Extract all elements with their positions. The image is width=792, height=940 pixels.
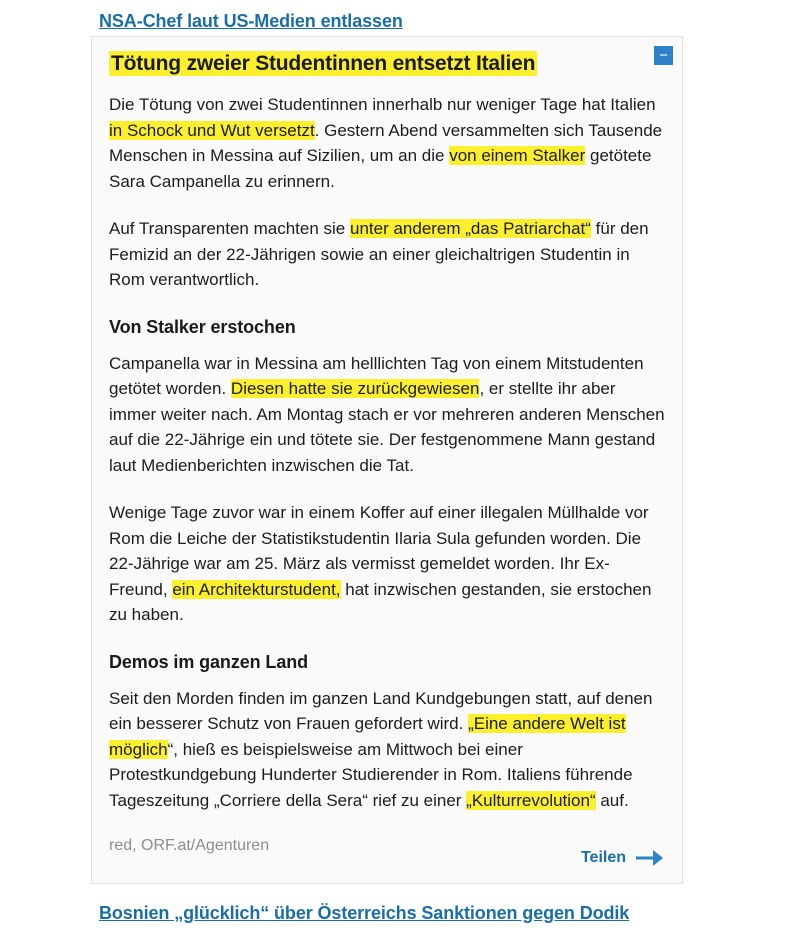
headline-link-below[interactable]: Bosnien „glücklich“ über Österreichs Sanktionen gegen Dodik <box>99 903 630 923</box>
body-text: Campanella war in Messina am helllichten Tag von einem Mitstudenten getötet worden. <box>109 353 644 398</box>
body-text: . Gestern Abend versammelten sich Tausende Menschen in Messina auf Sizilien, um an die <box>109 120 663 165</box>
highlighted-text: in Schock und Wut versetzt <box>109 120 315 140</box>
paragraph-5 <box>109 686 665 814</box>
body-text: Die Tötung von zwei Studentinnen innerhalb nur weniger Tage hat Italien <box>109 95 656 114</box>
paragraph-3 <box>109 351 665 479</box>
article-title-text: Tötung zweier Studentinnen entsetzt Italien <box>111 52 536 75</box>
body-text: Auf Transparenten machten sie <box>109 219 350 238</box>
share-row[interactable] <box>581 847 665 869</box>
highlighted-text: von einem Stalker <box>449 146 586 165</box>
paragraph-1 <box>109 92 665 194</box>
article-credit: red, ORF.at/Agenturen <box>109 837 270 854</box>
article-card <box>91 36 683 884</box>
body-text: Seit den Morden finden im ganzen Land Kundgebungen statt, auf denen ein besserer Schutz von Frauen gefordert wird. <box>109 688 653 733</box>
article-title <box>109 50 665 78</box>
article-content <box>109 50 665 857</box>
body-text: auf. <box>595 790 629 810</box>
paragraph-4 <box>109 500 665 628</box>
share-label: Teilen <box>580 849 626 866</box>
body-text: für den Femizid an der 22-Jährigen sowie an einer gleichaltrigen Studentin in Rom verantwortlich. <box>109 219 649 289</box>
highlighted-text: unter anderem „das Patriarchat“ <box>349 219 591 238</box>
body-text: getötete Sara Campanella zu erinnern. <box>109 146 652 191</box>
body-text: , er stellte ihr aber immer weiter nach. Am Montag stach er vor mehreren anderen Menschen auf die 22-Jährige ein und tötete sie. Der festgenommene Mann gestand laut Medienberichten inzwischen die Tat. <box>109 379 665 475</box>
body-text: Wenige Tage zuvor war in einem Koffer auf einer illegalen Müllhalde vor Rom die Leiche der Statistikstudentin Ilaria Sula gefunden worden. Die 22-Jährige war am 25. März als vermisst gemeldet worden. Ihr Ex-Freund, <box>109 503 649 599</box>
body-text: “, hieß es beispielsweise am Mittwoch bei einer Protestkundgebung Hunderter Studierender in Rom. Italiens führende Tageszeitung „Corriere della Sera“ rief zu einer <box>109 739 633 810</box>
highlighted-text: Diesen hatte sie zurückgewiesen <box>230 379 480 398</box>
body-text: hat inzwischen gestanden, sie erstochen zu haben. <box>109 579 652 624</box>
collapse-button[interactable]: − <box>654 46 673 65</box>
highlighted-text: ein Architekturstudent, <box>172 579 341 599</box>
headline-link-above[interactable]: NSA-Chef laut US-Medien entlassen <box>99 11 403 31</box>
section-heading-1: Von Stalker erstochen <box>109 316 296 337</box>
paragraph-2 <box>109 216 665 293</box>
share-arrow-icon[interactable] <box>635 847 665 869</box>
highlighted-text: „Eine andere Welt ist möglich <box>109 714 626 759</box>
highlighted-text: „Kulturrevolution“ <box>466 790 596 810</box>
section-heading-2: Demos im ganzen Land <box>109 651 309 672</box>
